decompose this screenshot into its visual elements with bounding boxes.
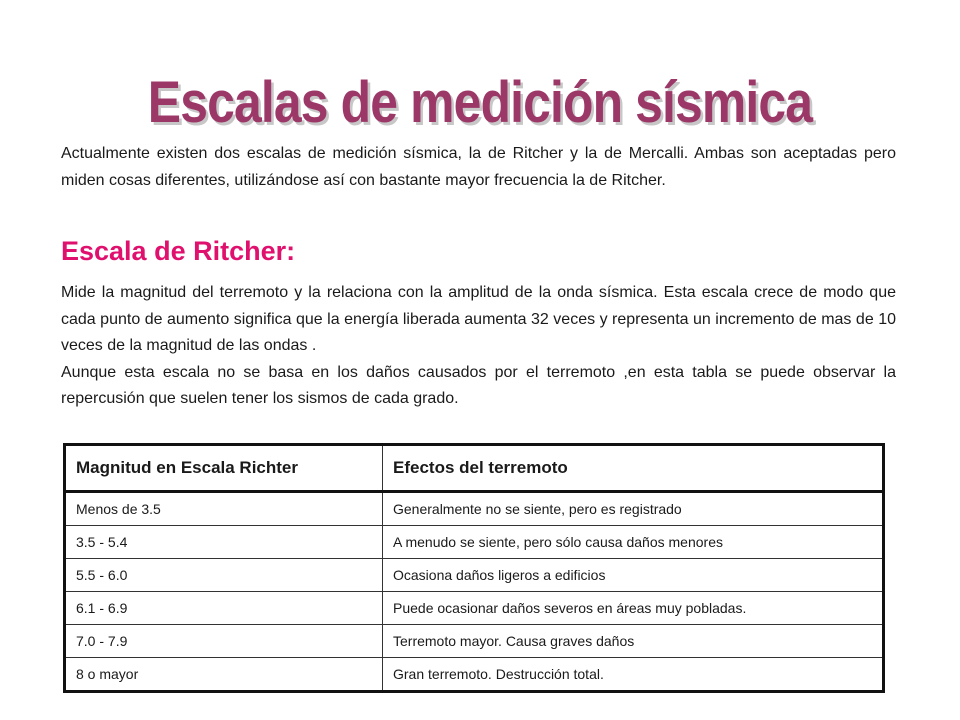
table-row — [65, 625, 884, 658]
cell-magnitude: 5.5 - 6.0 — [65, 559, 383, 592]
table-row — [65, 559, 884, 592]
cell-magnitude: 8 o mayor — [65, 658, 383, 692]
cell-effect: Generalmente no se siente, pero es registrado — [383, 492, 884, 526]
cell-magnitude: 3.5 - 5.4 — [65, 526, 383, 559]
cell-effect: Gran terremoto. Destrucción total. — [383, 658, 884, 692]
table-row — [65, 526, 884, 559]
ritcher-description: Mide la magnitud del terremoto y la relaciona con la amplitud de la onda sísmica. Esta escala crece de modo que cada punto de aumento significa que la energía liberada aumenta 32 veces y representa un incremento de mas de 10 veces de la magnitud de las ondas . — [61, 284, 896, 354]
ritcher-note: Aunque esta escala no se basa en los daños causados por el terremoto ,en esta tabla se puede observar la repercusión que suelen tener los sismos de cada grado. — [61, 363, 896, 407]
cell-magnitude: 7.0 - 7.9 — [65, 625, 383, 658]
ritcher-text-block — [61, 280, 896, 413]
table-row — [65, 658, 884, 692]
page-title: Escalas de medición sísmica — [147, 69, 813, 135]
table-header-row — [65, 445, 884, 492]
richter-table — [63, 443, 885, 693]
cell-effect: A menudo se siente, pero sólo causa daños menores — [383, 526, 884, 559]
cell-magnitude: 6.1 - 6.9 — [65, 592, 383, 625]
cell-magnitude: Menos de 3.5 — [65, 492, 383, 526]
cell-effect: Ocasiona daños ligeros a edificios — [383, 559, 884, 592]
cell-effect: Puede ocasionar daños severos en áreas muy pobladas. — [383, 592, 884, 625]
header-magnitude: Magnitud en Escala Richter — [65, 445, 383, 492]
table-row — [65, 592, 884, 625]
ritcher-heading: Escala de Ritcher: — [61, 236, 296, 266]
intro-paragraph: Actualmente existen dos escalas de medición sísmica, la de Ritcher y la de Mercalli. Ambas son aceptadas pero miden cosas diferentes, utilizándose así con bastante mayor frecuencia la de Ritcher. — [61, 145, 896, 189]
header-effects: Efectos del terremoto — [383, 445, 884, 492]
table-row — [65, 492, 884, 526]
cell-effect: Terremoto mayor. Causa graves daños — [383, 625, 884, 658]
